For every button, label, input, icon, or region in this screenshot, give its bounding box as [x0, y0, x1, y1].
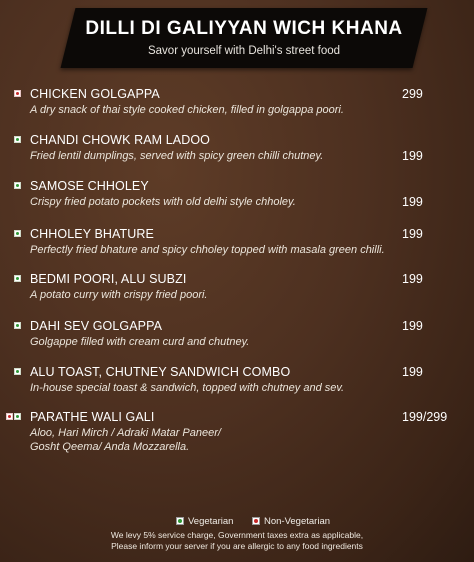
- non-veg-icon: [14, 90, 21, 97]
- item-price: 199: [402, 227, 423, 241]
- item-price: 199: [402, 365, 423, 379]
- item-description: [30, 195, 296, 209]
- item-name: BEDMI POORI, ALU SUBZI: [30, 272, 187, 286]
- item-name: CHANDI CHOWK RAM LADOO: [30, 133, 210, 147]
- description-line: In-house special toast & sandwich, topped with chutney and sev.: [30, 382, 345, 394]
- item-name: SAMOSE CHHOLEY: [30, 179, 149, 193]
- legend-non-vegetarian: [252, 516, 330, 527]
- description-line: A dry snack of thai style cooked chicken, filled in golgappa poori.: [30, 104, 344, 116]
- non-veg-icon: [252, 517, 260, 525]
- item-description: [30, 243, 385, 257]
- diet-legend: [0, 516, 474, 528]
- item-name: CHICKEN GOLGAPPA: [30, 87, 160, 101]
- description-line: Fried lentil dumplings, served with spicy green chilli chutney.: [30, 150, 324, 162]
- description-line: Gosht Qeema/ Anda Mozzarella.: [30, 441, 190, 453]
- veg-icon: [14, 368, 21, 375]
- menu-header: [0, 0, 474, 78]
- item-description: [30, 288, 208, 302]
- item-price: 199: [402, 195, 423, 209]
- veg-icon: [14, 136, 21, 143]
- veg-icon: [14, 230, 21, 237]
- item-name: ALU TOAST, CHUTNEY SANDWICH COMBO: [30, 365, 291, 379]
- item-name: PARATHE WALI GALI: [30, 410, 155, 424]
- description-line: Perfectly fried bhature and spicy chholey topped with masala green chilli.: [30, 244, 385, 256]
- item-description: [30, 381, 344, 395]
- footer-line: We levy 5% service charge, Government taxes extra as applicable,: [110, 530, 364, 540]
- veg-icon: [14, 275, 21, 282]
- legend-label: Vegetarian: [188, 516, 234, 527]
- item-description: [30, 103, 344, 117]
- item-price: 199: [402, 149, 423, 163]
- menu-subtitle: Savor yourself with Delhi's street food: [147, 45, 341, 57]
- item-price: 199: [402, 319, 423, 333]
- menu-title: DILLI DI GALIYYAN WICH KHANA: [85, 18, 403, 39]
- item-price: 299: [402, 87, 423, 101]
- non-veg-icon: [6, 413, 13, 420]
- description-line: Aloo, Hari Mirch / Adraki Matar Paneer/: [30, 427, 221, 439]
- item-name: CHHOLEY BHATURE: [30, 227, 154, 241]
- description-line: A potato curry with crispy fried poori.: [30, 289, 208, 301]
- item-name: DAHI SEV GOLGAPPA: [30, 319, 163, 333]
- veg-icon: [14, 413, 21, 420]
- item-description: [30, 149, 323, 163]
- description-line: Golgappe filled with cream curd and chutney.: [30, 336, 250, 348]
- veg-icon: [176, 517, 184, 525]
- item-price: 199/299: [402, 410, 448, 424]
- legend-label: Non-Vegetarian: [264, 516, 331, 527]
- description-line: Crispy fried potato pockets with old delhi style chholey.: [30, 196, 296, 208]
- footer-line: Please inform your server if you are allergic to any food ingredients: [111, 541, 363, 551]
- menu-footer-note: [0, 530, 474, 552]
- item-description: [30, 335, 249, 349]
- item-description: [30, 426, 221, 454]
- legend-vegetarian: [176, 516, 233, 527]
- veg-icon: [14, 182, 21, 189]
- item-price: 199: [402, 272, 423, 286]
- veg-icon: [14, 322, 21, 329]
